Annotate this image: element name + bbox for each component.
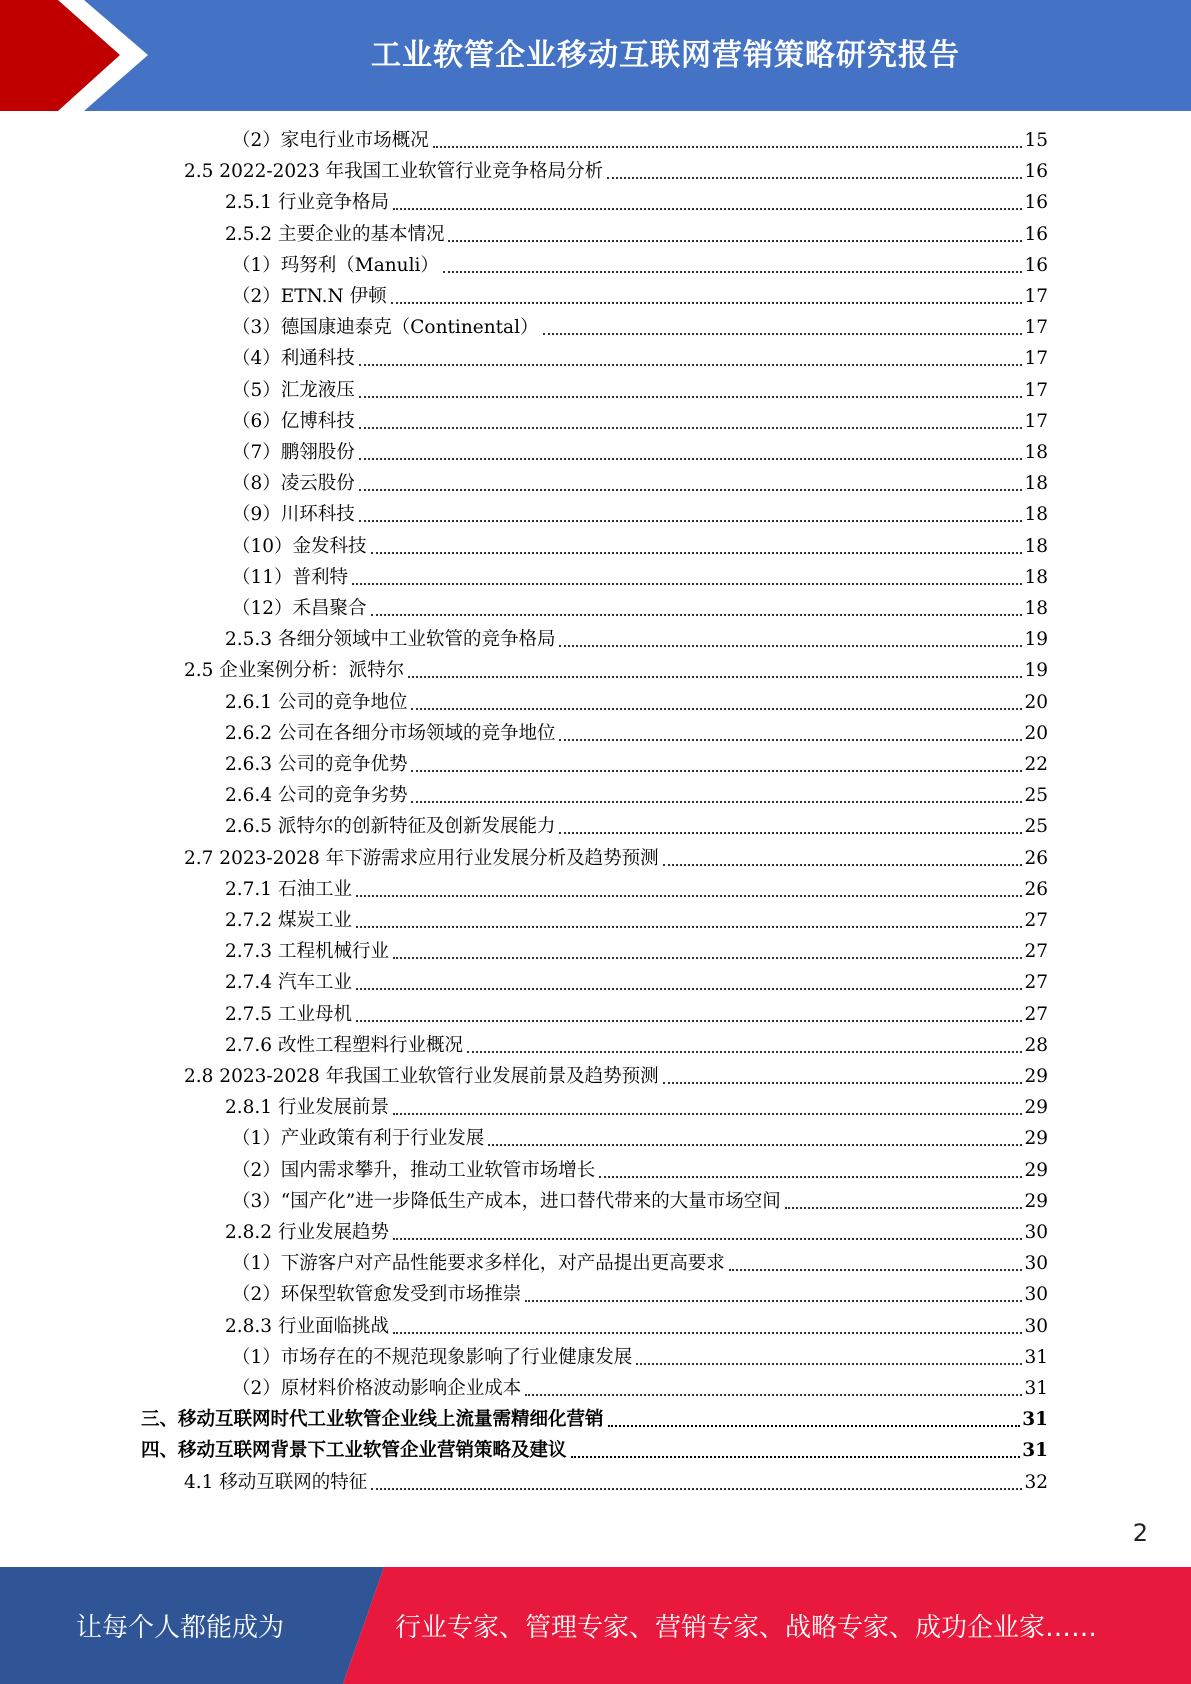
toc-entry-page: 26 — [1024, 878, 1048, 900]
toc-dot-leader — [393, 1332, 1022, 1334]
toc-entry-title: 2.6.3 公司的竞争优势 — [225, 754, 408, 775]
toc-entry-page: 29 — [1024, 1190, 1048, 1212]
toc-dot-leader — [785, 1207, 1023, 1209]
toc-entry-title: 2.7.6 改性工程塑料行业概况 — [225, 1034, 463, 1056]
toc-entry-page: 16 — [1024, 161, 1048, 183]
toc-entry[interactable] — [232, 501, 1048, 527]
toc-entry-page: 18 — [1024, 504, 1048, 526]
toc-entry[interactable] — [225, 907, 1048, 933]
page-number: 2 — [1132, 1519, 1148, 1547]
toc-dot-leader — [393, 208, 1022, 210]
toc-dot-leader — [443, 271, 1023, 273]
toc-entry[interactable] — [184, 1469, 1048, 1495]
toc-dot-leader — [433, 146, 1023, 148]
toc-entry[interactable] — [225, 720, 1048, 746]
toc-entry-page: 31 — [1022, 1409, 1048, 1431]
toc-dot-leader — [393, 957, 1022, 959]
toc-entry[interactable] — [232, 470, 1048, 496]
toc-entry-page: 26 — [1024, 847, 1048, 869]
toc-entry-page: 29 — [1024, 1066, 1048, 1087]
toc-entry-page: 17 — [1024, 317, 1048, 339]
toc-entry-page: 17 — [1024, 348, 1048, 370]
toc-entry-title: 2.5.1 行业竞争格局 — [225, 192, 389, 214]
toc-dot-leader — [448, 240, 1022, 242]
toc-dot-leader — [359, 364, 1023, 366]
toc-entry[interactable] — [232, 564, 1048, 590]
toc-entry-page: 18 — [1024, 473, 1048, 495]
toc-entry-page: 25 — [1024, 785, 1048, 807]
toc-dot-leader — [663, 864, 1023, 866]
toc-entry[interactable] — [232, 377, 1048, 403]
toc-entry[interactable] — [232, 1125, 1048, 1151]
toc-dot-leader — [393, 1238, 1022, 1240]
toc-entry-page: 32 — [1024, 1471, 1048, 1493]
toc-entry[interactable] — [184, 845, 1048, 871]
toc-entry[interactable] — [225, 221, 1048, 247]
toc-entry[interactable] — [225, 1094, 1048, 1120]
toc-entry[interactable] — [232, 1344, 1048, 1370]
toc-entry[interactable] — [232, 408, 1048, 434]
toc-dot-leader — [356, 895, 1023, 897]
toc-entry-page: 30 — [1024, 1222, 1048, 1243]
toc-dot-leader — [467, 1051, 1022, 1053]
toc-entry-title: （9）川环科技 — [232, 504, 355, 526]
toc-entry[interactable] — [232, 1157, 1048, 1183]
toc-entry[interactable] — [225, 626, 1048, 652]
toc-entry-title: 三、移动互联网时代工业软管企业线上流量需精细化营销 — [141, 1409, 604, 1431]
toc-entry-title: 2.5.2 主要企业的基本情况 — [225, 223, 445, 245]
toc-entry[interactable] — [232, 533, 1048, 559]
toc-dot-leader — [411, 801, 1022, 803]
toc-entry[interactable] — [232, 345, 1048, 371]
toc-entry[interactable] — [225, 189, 1048, 215]
toc-entry-title: 2.6.2 公司在各细分市场领域的竞争地位 — [225, 722, 556, 744]
toc-entry[interactable] — [232, 1188, 1048, 1214]
toc-entry-title: 2.6.5 派特尔的创新特征及创新发展能力 — [225, 816, 556, 838]
toc-entry-page: 31 — [1024, 1346, 1048, 1368]
toc-entry-page: 17 — [1024, 286, 1048, 307]
toc-entry-page: 29 — [1024, 1097, 1048, 1119]
toc-entry-title: （3）德国康迪泰克（Continental） — [232, 317, 539, 339]
toc-entry-page: 19 — [1024, 660, 1048, 682]
toc-dot-leader — [729, 1269, 1023, 1271]
toc-entry-page: 16 — [1024, 254, 1048, 276]
toc-dot-leader — [391, 302, 1023, 304]
toc-entry[interactable] — [232, 1375, 1048, 1401]
toc-entry-page: 18 — [1024, 598, 1048, 619]
toc-dot-leader — [559, 739, 1022, 741]
toc-entry-title: 2.5 2022-2023 年我国工业软管行业竞争格局分析 — [184, 161, 604, 183]
toc-entry-page: 31 — [1024, 1378, 1048, 1399]
toc-dot-leader — [599, 1176, 1022, 1178]
toc-entry-page: 27 — [1024, 972, 1048, 994]
toc-entry[interactable] — [141, 1406, 1048, 1432]
toc-entry-title: （10）金发科技 — [232, 535, 367, 557]
toc-dot-leader — [636, 1363, 1022, 1365]
toc-entry-page: 27 — [1024, 1003, 1048, 1025]
toc-entry-page: 22 — [1024, 754, 1048, 775]
toc-entry-title: 2.8 2023-2028 年我国工业软管行业发展前景及趋势预测 — [184, 1066, 659, 1087]
toc-entry-title: （8）凌云股份 — [232, 473, 355, 495]
toc-entry-title: 2.7.2 煤炭工业 — [225, 910, 352, 931]
toc-dot-leader — [525, 1394, 1022, 1396]
toc-entry-page: 17 — [1024, 410, 1048, 432]
toc-dot-leader — [359, 458, 1023, 460]
toc-entry-page: 28 — [1024, 1034, 1048, 1056]
toc-dot-leader — [559, 645, 1022, 647]
toc-entry-title: 2.8.2 行业发展趋势 — [225, 1222, 389, 1243]
toc-dot-leader — [408, 676, 1022, 678]
toc-entry-title: （12）禾昌聚合 — [232, 598, 367, 619]
toc-entry[interactable] — [225, 876, 1048, 902]
document-title: 工业软管企业移动互联网营销策略研究报告 — [371, 38, 960, 73]
toc-entry-title: 2.5.3 各细分领域中工业软管的竞争格局 — [225, 629, 556, 651]
toc-entry-title: 2.7 2023-2028 年下游需求应用行业发展分析及趋势预测 — [184, 847, 659, 869]
toc-entry-title: （6）亿博科技 — [232, 410, 355, 432]
toc-entry-title: （2）原材料价格波动影响企业成本 — [232, 1378, 522, 1399]
toc-entry-title: 2.5 企业案例分析：派特尔 — [184, 660, 405, 682]
toc-entry-page: 15 — [1024, 130, 1048, 151]
toc-dot-leader — [352, 583, 1022, 585]
toc-dot-leader — [393, 1113, 1022, 1115]
toc-entry-page: 27 — [1024, 910, 1048, 931]
toc-entry-title: （7）鹏翎股份 — [232, 442, 355, 463]
toc-entry[interactable] — [225, 969, 1048, 995]
toc-entry-page: 20 — [1024, 722, 1048, 744]
toc-entry-page: 31 — [1022, 1440, 1048, 1462]
footer-slogan-left: 让每个人都能成为 — [75, 1613, 284, 1643]
toc-entry-page: 27 — [1024, 941, 1048, 963]
toc-dot-leader — [608, 1425, 1021, 1427]
toc-entry[interactable] — [225, 1032, 1048, 1058]
toc-entry[interactable] — [225, 1001, 1048, 1027]
toc-entry-title: 2.6.1 公司的竞争地位 — [225, 691, 408, 713]
toc-dot-leader — [356, 1020, 1023, 1022]
toc-entry-page: 30 — [1024, 1253, 1048, 1275]
toc-entry[interactable] — [184, 158, 1048, 184]
toc-dot-leader — [359, 396, 1023, 398]
toc-entry-page: 18 — [1024, 535, 1048, 557]
toc-entry-page: 17 — [1024, 379, 1048, 401]
toc-entry-title: 2.7.1 石油工业 — [225, 878, 352, 900]
toc-entry-page: 18 — [1024, 566, 1048, 588]
toc-entry-page: 20 — [1024, 691, 1048, 713]
toc-entry[interactable] — [232, 127, 1048, 153]
toc-dot-leader — [359, 489, 1023, 491]
toc-dot-leader — [543, 333, 1023, 335]
page-footer — [0, 1567, 1191, 1684]
toc-dot-leader — [356, 988, 1023, 990]
toc-entry-title: （2）ETN.N 伊顿 — [232, 286, 387, 307]
toc-entry-title: 四、移动互联网背景下工业软管企业营销策略及建议 — [141, 1440, 567, 1462]
toc-dot-leader — [488, 1144, 1022, 1146]
toc-entry[interactable] — [141, 1437, 1048, 1463]
toc-entry-title: （1）产业政策有利于行业发展 — [232, 1128, 485, 1150]
toc-entry-page: 16 — [1024, 192, 1048, 214]
toc-entry-title: 4.1 移动互联网的特征 — [184, 1471, 368, 1493]
toc-dot-leader — [371, 614, 1023, 616]
toc-entry[interactable] — [232, 439, 1048, 465]
toc-dot-leader — [371, 552, 1023, 554]
toc-entry-page: 29 — [1024, 1159, 1048, 1181]
toc-entry[interactable] — [184, 1063, 1048, 1089]
toc-entry-title: 2.7.4 汽车工业 — [225, 972, 352, 994]
toc-entry-page: 29 — [1024, 1128, 1048, 1150]
toc-entry-title: 2.8.1 行业发展前景 — [225, 1097, 389, 1119]
toc-entry-title: （1）玛努利（Manuli） — [232, 254, 439, 276]
toc-entry-page: 25 — [1024, 816, 1048, 838]
toc-entry-title: （3）“国产化”进一步降低生产成本，进口替代带来的大量市场空间 — [232, 1190, 781, 1212]
toc-entry-title: （4）利通科技 — [232, 348, 355, 370]
toc-dot-leader — [371, 1488, 1022, 1490]
toc-entry[interactable] — [225, 1219, 1048, 1245]
toc-entry-title: 2.6.4 公司的竞争劣势 — [225, 785, 408, 807]
toc-entry-title: 2.7.3 工程机械行业 — [225, 941, 389, 963]
toc-entry-page: 19 — [1024, 629, 1048, 651]
toc-entry[interactable] — [225, 938, 1048, 964]
toc-entry[interactable] — [225, 782, 1048, 808]
footer-slogan-right: 行业专家、管理专家、营销专家、战略专家、成功企业家…… — [395, 1613, 1098, 1643]
toc-entry[interactable] — [225, 1313, 1048, 1339]
toc-entry-page: 18 — [1024, 442, 1048, 463]
toc-entry-title: （11）普利特 — [232, 566, 349, 588]
toc-entry-title: （1）下游客户对产品性能要求多样化，对产品提出更高要求 — [232, 1253, 725, 1275]
toc-entry[interactable] — [184, 657, 1048, 683]
toc-entry-page: 30 — [1024, 1315, 1048, 1337]
toc-entry-title: （2）国内需求攀升，推动工业软管市场增长 — [232, 1159, 596, 1181]
toc-entry[interactable] — [225, 689, 1048, 715]
toc-dot-leader — [663, 1082, 1023, 1084]
page-header — [0, 0, 1191, 111]
toc-entry-title: 2.8.3 行业面临挑战 — [225, 1315, 389, 1337]
toc-entry[interactable] — [232, 283, 1048, 309]
toc-dot-leader — [359, 427, 1023, 429]
toc-entry[interactable] — [232, 1250, 1048, 1276]
toc-entry-page: 16 — [1024, 223, 1048, 245]
toc-entry[interactable] — [232, 252, 1048, 278]
toc-entry-page: 30 — [1024, 1284, 1048, 1306]
toc-dot-leader — [411, 708, 1022, 710]
toc-entry-title: （1）市场存在的不规范现象影响了行业健康发展 — [232, 1346, 633, 1368]
toc-dot-leader — [571, 1456, 1021, 1458]
toc-entry-title: 2.7.5 工业母机 — [225, 1003, 352, 1025]
toc-entry[interactable] — [232, 1281, 1048, 1307]
toc-dot-leader — [411, 770, 1022, 772]
toc-dot-leader — [607, 177, 1022, 179]
toc-entry[interactable] — [225, 813, 1048, 839]
toc-entry-title: （2）环保型软管愈发受到市场推崇 — [232, 1284, 522, 1306]
toc-dot-leader — [356, 926, 1023, 928]
toc-dot-leader — [359, 520, 1023, 522]
toc-entry[interactable] — [225, 751, 1048, 777]
toc-dot-leader — [559, 832, 1022, 834]
toc-dot-leader — [525, 1300, 1022, 1302]
toc-entry[interactable] — [232, 595, 1048, 621]
toc-entry-title: （5）汇龙液压 — [232, 379, 355, 401]
toc-entry[interactable] — [232, 314, 1048, 340]
toc-entry-title: （2）家电行业市场概况 — [232, 130, 429, 151]
